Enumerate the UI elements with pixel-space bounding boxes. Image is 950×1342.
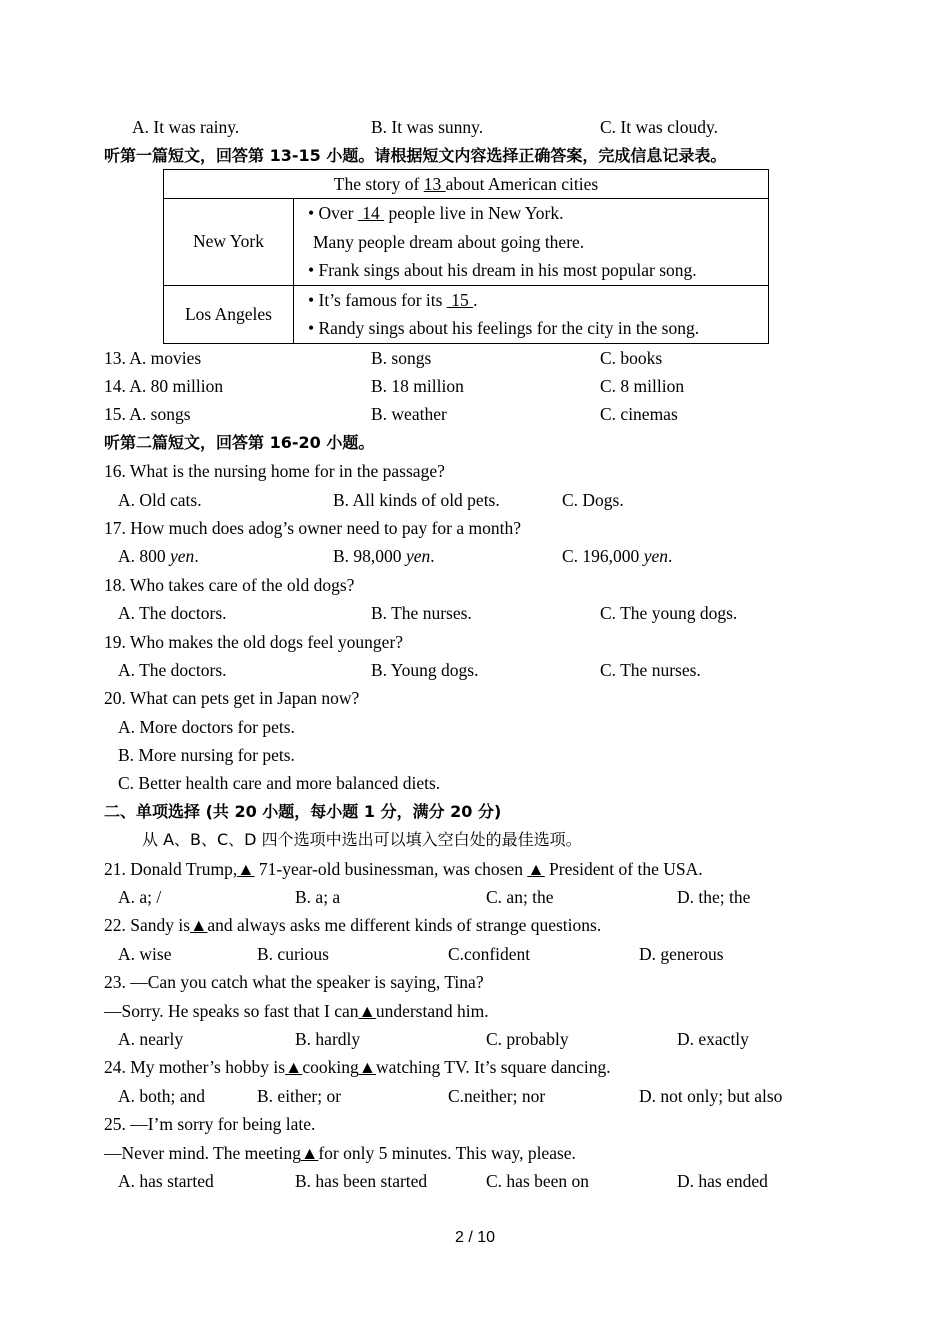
q13-option-a: 13. A. movies	[104, 348, 202, 368]
blank-marker: ▲	[301, 1143, 319, 1163]
q16-option-a: A. Old cats.	[118, 490, 202, 510]
q19-stem: 19. Who makes the old dogs feel younger?	[104, 632, 404, 652]
q18-option-c: C. The young dogs.	[600, 603, 738, 623]
q20-option-a: A. More doctors for pets.	[118, 717, 295, 737]
q22-stem: 22. Sandy is▲and always asks me different kinds of strange questions.	[104, 915, 602, 935]
blank-marker: ▲	[358, 1001, 376, 1021]
q18-option-b: B. The nurses.	[371, 603, 472, 623]
q20-option-b: B. More nursing for pets.	[118, 745, 295, 765]
city-new-york: New York	[164, 199, 294, 286]
blank-marker: ▲	[285, 1057, 303, 1077]
table-header: The story of 13 about American cities	[164, 170, 769, 199]
passage1-instruction: 听第一篇短文，回答第 13-15 小题。请根据短文内容选择正确答案，完成信息记录表。	[104, 146, 727, 165]
blank-14: 14	[357, 203, 385, 223]
q23-reply: —Sorry. He speaks so fast that I can▲understand him.	[104, 1001, 489, 1021]
q19-option-b: B. Young dogs.	[371, 660, 479, 680]
q18-option-a: A. The doctors.	[118, 603, 227, 623]
q25-option-c: C. has been on	[486, 1171, 590, 1191]
q21-option-a: A. a; /	[118, 887, 162, 907]
passage2-instruction: 听第二篇短文，回答第 16-20 小题。	[104, 433, 375, 452]
q25-stem: 25. —I’m sorry for being late.	[104, 1114, 316, 1134]
q21-option-d: D. the; the	[677, 887, 751, 907]
q24-option-b: B. either; or	[257, 1086, 342, 1106]
blank-marker: ▲	[358, 1057, 377, 1077]
q13-option-b: B. songs	[371, 348, 432, 368]
q22-option-a: A. wise	[118, 944, 172, 964]
section2-instruction: 从 A、B、C、D 四个选项中选出可以填入空白处的最佳选项。	[142, 830, 582, 849]
q15-option-c: C. cinemas	[600, 404, 678, 424]
q23-option-d: D. exactly	[677, 1029, 749, 1049]
q25-option-a: A. has started	[118, 1171, 214, 1191]
q23-option-a: A. nearly	[118, 1029, 184, 1049]
q16-option-c: C. Dogs.	[562, 490, 624, 510]
q22-option-d: D. generous	[639, 944, 724, 964]
info-record-table	[163, 169, 769, 344]
blank-13: 13	[423, 173, 446, 194]
section2-title: 二、单项选择 (共 20 小题，每小题 1 分，满分 20 分)	[104, 802, 502, 821]
q15-option-a: 15. A. songs	[104, 404, 191, 424]
q20-option-c: C. Better health care and more balanced diets.	[118, 773, 441, 793]
q21-stem: 21. Donald Trump,▲ 71-year-old businessman, was chosen ▲ President of the USA.	[104, 859, 703, 879]
q17-stem: 17. How much does adog’s owner need to pay for a month?	[104, 518, 521, 538]
q14-option-a: 14. A. 80 million	[104, 376, 224, 396]
q19-option-c: C. The nurses.	[600, 660, 701, 680]
q12-option-c: C. It was cloudy.	[600, 117, 718, 137]
q14-option-b: B. 18 million	[371, 376, 464, 396]
q12-option-a: A. It was rainy.	[132, 117, 240, 137]
new-york-details: • Over 14 people live in New York. Many people dream about going there. • Frank sings about his dream in his most popular song.	[294, 199, 769, 286]
q17-option-a: A. 800 yen.	[118, 546, 199, 566]
q22-option-c: C.confident	[448, 944, 531, 964]
q21-option-b: B. a; a	[295, 887, 341, 907]
q17-option-b: B. 98,000 yen.	[333, 546, 435, 566]
q16-stem: 16. What is the nursing home for in the passage?	[104, 461, 445, 481]
q13-option-c: C. books	[600, 348, 663, 368]
q25-option-d: D. has ended	[677, 1171, 768, 1191]
blank-marker: ▲	[527, 859, 545, 879]
los-angeles-details: • It’s famous for its 15 . • Randy sings about his feelings for the city in the song.	[294, 285, 769, 343]
q23-option-c: C. probably	[486, 1029, 569, 1049]
q20-stem: 20. What can pets get in Japan now?	[104, 688, 360, 708]
q21-option-c: C. an; the	[486, 887, 554, 907]
q19-option-a: A. The doctors.	[118, 660, 227, 680]
q23-stem: 23. —Can you catch what the speaker is saying, Tina?	[104, 972, 484, 992]
q24-option-a: A. both; and	[118, 1086, 206, 1106]
blank-marker: ▲	[237, 859, 255, 879]
q16-option-b: B. All kinds of old pets.	[333, 490, 500, 510]
blank-15: 15	[446, 289, 474, 310]
q14-option-c: C. 8 million	[600, 376, 685, 396]
q24-option-c: C.neither; nor	[448, 1086, 546, 1106]
q24-stem: 24. My mother’s hobby is▲cooking▲watching TV. It’s square dancing.	[104, 1057, 611, 1077]
page-number: 2 / 10	[454, 1229, 496, 1246]
q24-option-d: D. not only; but also	[639, 1086, 783, 1106]
q18-stem: 18. Who takes care of the old dogs?	[104, 575, 355, 595]
q15-option-b: B. weather	[371, 404, 447, 424]
q23-option-b: B. hardly	[295, 1029, 361, 1049]
q25-reply: —Never mind. The meeting▲for only 5 minutes. This way, please.	[104, 1143, 576, 1163]
q22-option-b: B. curious	[257, 944, 329, 964]
q12-option-b: B. It was sunny.	[371, 117, 484, 137]
q17-option-c: C. 196,000 yen.	[562, 546, 673, 566]
city-los-angeles: Los Angeles	[164, 285, 294, 343]
q25-option-b: B. has been started	[295, 1171, 428, 1191]
blank-marker: ▲	[190, 915, 208, 935]
